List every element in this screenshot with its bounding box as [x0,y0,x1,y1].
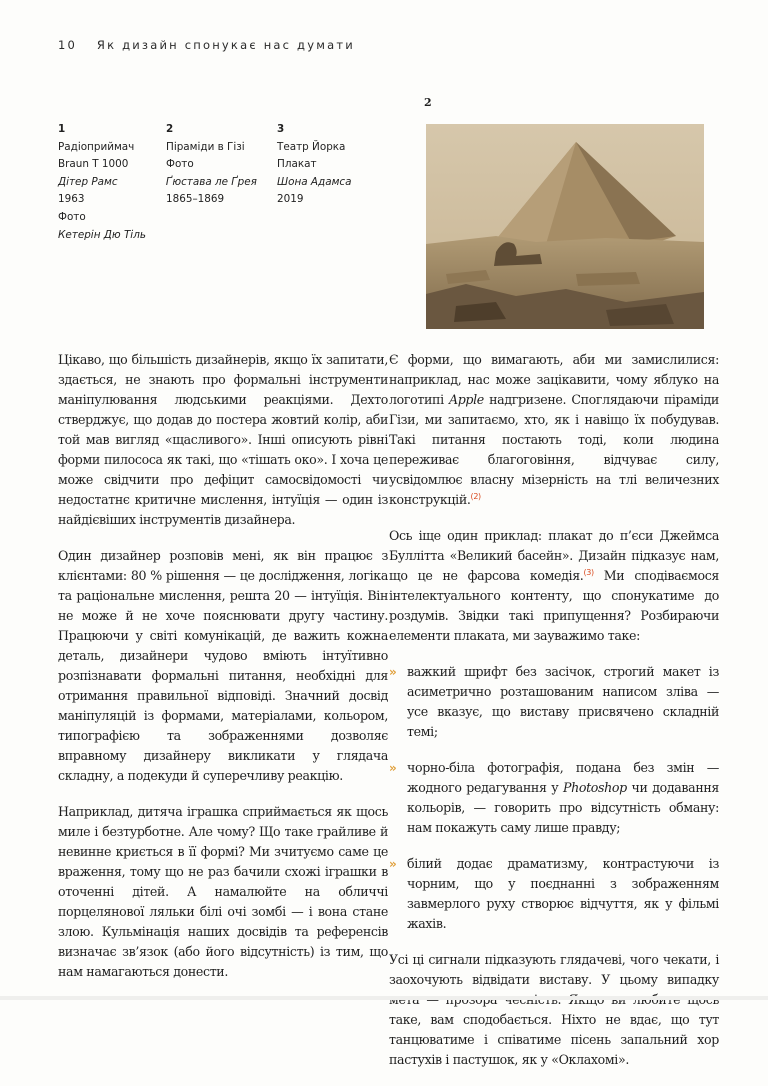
caption-year: 2019 [277,193,304,206]
apple-brand: Apple [448,392,484,407]
caption-year: 1963 [58,193,85,206]
footnote-marker: (2) [470,491,481,501]
list-item: » важкий шрифт без засічок, строгий макет із асиметрично розташованим написом зліва — усе вказує, що виставу присвячено складній темі; [389,664,719,739]
caption-3 [277,121,387,209]
caption-2 [166,121,276,209]
figure-number: 2 [424,96,432,109]
page-number: 10 [58,38,78,52]
paragraph: Ось іще один приклад: плакат до п’єси Джеймса Буллітта «Великий басейн». Дизайн підказує нам, що це не фарсова комедія.$^{(3)}$ Ми сподіваємося інтелектуального контенту, що спонукатиме до роздумів. Звідки такі припущення? Розбираючи елементи плаката, ми зауважимо таке: [389,528,719,643]
caption-year: 1865–1869 [166,193,225,206]
figure-captions [58,121,398,241]
pyramid-photo [426,124,704,329]
paragraph: Цікаво, що більшість дизайнерів, якщо їх запитати, здається, не знають про формальні інструменти маніпулювання людськими реакціями. Дехто стверджує, що додав до постера жовтий колір, аби той мав вигляд «щасливого». Інші описують рівні форми пилососа як такі, що «тішать око». І хоча це може свідчити про дефіцит самосвідомості чи недостатнє критичне мислення, інтуїція — один із найдієвіших інструментів дизайнера. [58,352,388,527]
paragraph: Наприклад, дитяча іграшка сприймається як щось миле і безтурботне. Але чому? Що таке грайливе й невинне криється в її формі? Ми зчитуємо саме це враження, тому що не раз бачили схожі іграшки в оточенні дітей. А намалюйте на обличчі порцелянової ляльки білі очі зомбі — і вона стане злою. Кульмінація наших досвідів та референсів визначає зв’язок (або його відсутність) із тим, що нам намагаються донести. [58,804,388,979]
bullet-chevron-icon: » [389,761,397,775]
running-header [58,38,355,52]
caption-author: Шона Адамса [277,175,352,188]
right-column [389,350,719,1086]
caption-subtitle: Фото [166,158,194,171]
paragraph: Один дизайнер розповів мені, як він працює з клієнтами: 80 % рішення — це дослідження, логіка та раціональне мислення, решта 20 — інтуїція. Він не може й не хоче пояснювати другу частину. Працюючи у світі комунікацій, де важить кожна деталь, дизайнери чудово вміють інтуїтивно розпізнавати формальні питання, необхідні для отримання правильної відповіді. Значний досвід маніпуляцій із формами, матеріалами, кольором, типографією та зображеннями дозволяє вправному дизайнеру викликати у глядача складну, а подекуди й суперечливу реакцію. [58,548,388,783]
caption-author: Ґюстава ле Ґрея [166,175,257,188]
photoshop-brand: Photoshop [562,780,627,795]
caption-number: 1 [58,123,66,135]
list-item: » чорно-біла фотографія, подана без змін — жодного редагування у Photoshop чи додавання кольорів, — говорить про відсутність обману: нам покажуть саму лише правду; [389,760,719,835]
bullet-chevron-icon: » [389,665,397,679]
caption-number: 2 [166,123,174,135]
caption-subtitle: Braun T 1000 [58,158,129,171]
footnote-marker: (3) [583,567,594,577]
bullet-chevron-icon: » [389,857,397,871]
left-column [58,350,388,998]
bottom-divider [0,996,768,1000]
bullet-list [389,662,719,934]
paragraph: Є форми, що вимагають, аби ми замислилися: наприклад, нас може зацікавити, чому яблуко на логотипі Apple надгризене. Споглядаючи піраміди Гізи, ми запитаємо, хто, як і навіщо їх побудував. Такі питання постають тоді, коли людина переживає благоговіння, відчуває силу, усвідомлює власну мізерність на тлі величезних конструкцій.$^{(2)}$ [389,352,719,507]
caption-credit-author: Кетерін Дю Тіль [58,228,146,241]
caption-number: 3 [277,123,285,135]
list-item: » білий додає драматизму, контрастуючи із чорним, що у поєднанні з зображенням завмерлого руху створює відчуття, як у фільмі жахів. [389,856,719,931]
caption-title: Радіоприймач [58,140,135,153]
caption-author: Дітер Рамс [58,175,118,188]
paragraph: Усі ці сигнали підказують глядачеві, чого чекати, і заохочують відвідати виставу. У цьому випадку таке, вам сподобається. Ніхто не вдає, що тут танцюватиме і співатиме пісень запальний хор пастухів і пастушок, як у «Оклахомі». [389,952,719,1067]
caption-title: Піраміди в Гізі [166,140,245,153]
caption-subtitle: Плакат [277,158,317,171]
caption-1 [58,121,168,244]
caption-credit: Фото [58,210,86,223]
caption-title: Театр Йорка [277,140,346,153]
running-title: Як дизайн спонукає нас думати [96,38,355,52]
